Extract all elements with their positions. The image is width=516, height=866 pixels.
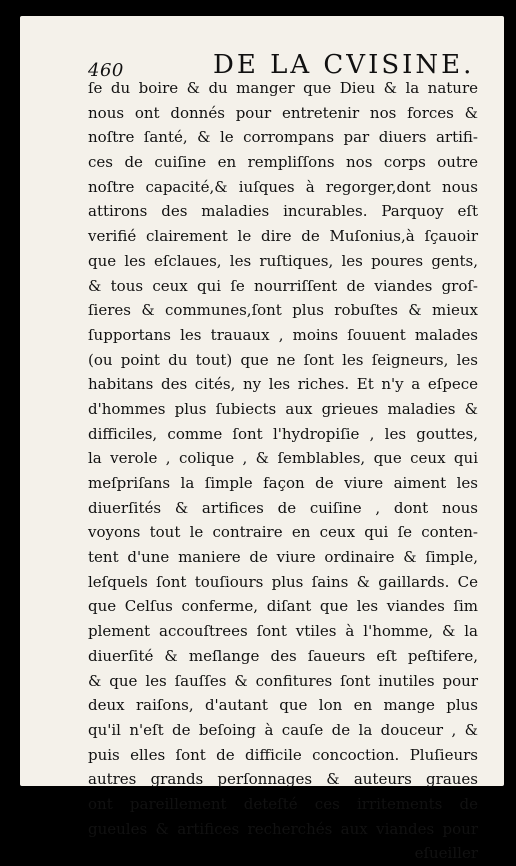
text-line: leſquels ſont touſiours plus ſains & gaillards. Ce: [88, 572, 478, 591]
text-line: ſupportans les trauaux , moins ſouuent malades: [88, 325, 478, 344]
text-line: voyons tout le contraire en ceux qui ſe conten-: [88, 523, 478, 542]
text-line: & tous ceux qui ſe nourriſſent de viandes groſ-: [88, 276, 478, 295]
text-line: noſtre capacité,& iuſques à regorger,dont nous: [88, 177, 478, 196]
text-line: ſieres & communes,ſont plus robuſtes & mieux: [88, 301, 478, 320]
text-line: deux raiſons, d'autant que lon en mange plus: [88, 696, 478, 715]
text-line: & que les ſauſſes & confitures ſont inutiles pour: [88, 671, 478, 690]
text-line: plement accouſtrees ſont vtiles à l'homme, & la: [88, 622, 478, 641]
text-line: la verole , colique , & ſemblables, que ceux qui: [88, 449, 478, 468]
text-line: verifié clairement le dire de Muſonius,à ſçauoir: [88, 227, 478, 246]
text-line: attirons des maladies incurables. Parquoy eſt: [88, 202, 478, 221]
text-line: diuerſités & artifices de cuiſine , dont nous: [88, 498, 478, 517]
text-line: difficiles, comme ſont l'hydropiſie , les gouttes,: [88, 424, 478, 443]
body-text: [88, 76, 478, 866]
text-line: ſe du boire & du manger que Dieu & la nature: [88, 79, 478, 97]
page-number: 460: [88, 60, 124, 81]
text-line: tent d'une maniere de viure ordinaire & ſimple,: [88, 548, 478, 567]
text-line: meſpriſans la ſimple façon de viure aiment les: [88, 474, 478, 492]
text-line: diuerſité & meſlange des ſaueurs eſt peſtifere,: [88, 646, 478, 665]
text-line: qu'il n'eſt de beſoing à cauſe de la douceur , &: [88, 720, 478, 739]
text-line: ont pareillement deteſté ces irritements de: [88, 794, 478, 813]
text-line: autres grands perſonnages & auteurs graues: [88, 770, 478, 789]
text-line: puis elles ſont de difficile concoction. Pluſieurs: [88, 745, 478, 764]
text-line: que Celſus conferme, diſant que les viandes ſim: [88, 597, 478, 616]
text-line: d'hommes plus ſubiects aux grieues maladies &: [88, 399, 478, 418]
text-line: gueules & artifices recherchés aux viandes pour: [88, 819, 478, 838]
text-line: noſtre ſanté, & le corrompans par diuers artifi-: [88, 128, 478, 147]
text-line: eſueiller: [414, 844, 478, 863]
text-line: (ou point du tout) que ne ſont les ſeigneurs, les: [88, 350, 478, 369]
running-head: DE LA CVISINE.: [213, 50, 475, 80]
text-line: ces de cuiſine en rempliſſons nos corps outre: [88, 153, 478, 172]
text-line: nous ont donnés pour entretenir nos forces &: [88, 103, 478, 122]
text-line: habitans des cités, ny les riches. Et n'y a eſpece: [88, 375, 478, 394]
text-line: que les eſclaues, les ruſtiques, les poures gents,: [88, 251, 478, 270]
